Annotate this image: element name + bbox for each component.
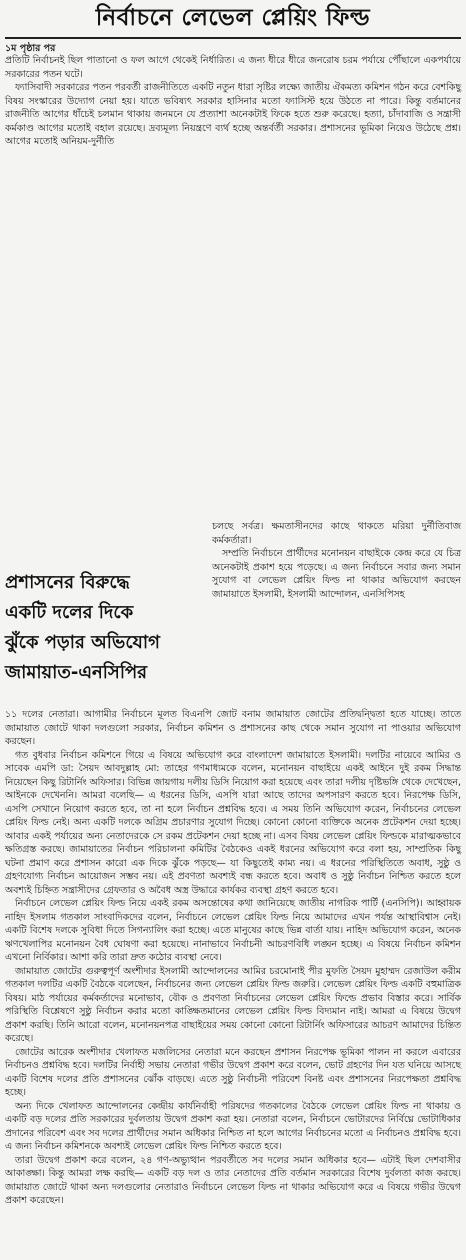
paragraph: ১১ দলের নেতারা। আগামীর নির্বাচনে মূলত বিএনপি জোট বনাম জামায়াত জোটের প্রতিদ্বন্দ্বিতা হতে যাচ্ছে। তাতে জামায়াত জোটে থাকা দলগুলো সরকার, নির্বাচন কমিশন ও প্রশাসনের কাছ থেকে সমান সুযোগ না পাওয়ার অভিযোগ করছেন। bbox=[5, 709, 461, 747]
pull-quote bbox=[5, 568, 203, 688]
pull-quote-line: প্রশাসনের বিরুদ্ধে bbox=[5, 572, 130, 593]
paragraph: অন্য দিকে খেলাফত আন্দোলনের কেন্দ্রীয় কার্যনির্বাহী পরিষদের গতকালের বৈঠকে লেভেল প্লেয়িং ফিল্ড না থাকায় ও একটি বড় দলের প্রতি সরকারের দুর্বলতায় উদ্বেগ প্রকাশ করা হয়। নেতারা বলেন, নির্বাচনে ভোটারদের নির্বিঘ্নে ভোটাধিকার প্রদানের পরিবেশ এবং সব দলের প্রার্থীদের সমান অধিকার নিশ্চিত না হলে আগের নির্বাচনের মতো এ নির্বাচনও প্রশ্নবিদ্ধ হবে। এ জন্য নির্বাচন কমিশনকে অবশ্যই লেভেল প্লেয়িং ফিল্ড নিশ্চিত করতে হবে। bbox=[5, 1100, 461, 1152]
paragraph: জামায়াত জোটের গুরুত্বপূর্ণ অংশীদার ইসলামী আন্দোলনের আমির চরমোনাই পীর মুফতি সৈয়দ মুহাম্মদ রেজাউল করীম গতকাল দলটির একটি বৈঠকে বলেছেন, নির্বাচনের জন্য লেভেল প্লেয়িং ফিল্ড জরুরি। লেভেল প্লেয়িং ফিল্ড একটি বহুমাত্রিক বিষয়। মাঠ পর্যায়ের কর্মকর্তাদের মনোভাব, বৌক ও প্রবণতা নির্বাচনের লেভেল প্লেয়িং ফিল্ডে প্রভাব বিস্তার করে। সার্বিক পরিস্থিতি বিশ্লেষণে সুষ্ঠু নির্বাচন করার মতো কাঙ্ক্ষিতমানের লেভেল প্লেয়িং ফিল্ড বিদ্যমান নাই। আমরা এ বিষয়ে উদ্বেগ প্রকাশ করছি। তিনি আরো বলেন, মনোনয়নপত্র বাছাইয়ের সময় কোনো কোনো রিটার্নিং অফিসারের আচরণ আমাদের চিন্তিত করেছে। bbox=[5, 965, 461, 1044]
headline: নির্বাচনে লেভেল প্লেয়িং ফিল্ড bbox=[95, 5, 371, 31]
bottom-fade bbox=[0, 1248, 466, 1260]
paragraph: সম্প্রতি নির্বাচনে প্রার্থীদের মনোনয়ন বাছাইকে কেন্দ্র করে যে চিত্র অনেকটাই প্রকাশ হয়ে পড়েছে। এ জন্য নির্বাচনে সবার জন্য সমান সুযোগ বা লেভেল প্লেয়িং ফিল্ড না থাকার অভিযোগ করছেন জামায়াতে ইসলামী, ইসলামী আন্দোলন, এনসিপিসহ bbox=[212, 548, 461, 600]
pull-quote-line: একটি দলের দিকে bbox=[5, 602, 134, 623]
paragraph: ফ্যাসিবাদী সরকারের পতন পরবর্তী রাজনীতিতে একটি নতুন ধারা সৃষ্টির লক্ষ্যে জাতীয় ঐকমত্য কমিশন গঠন করে বেশকিছু বিষয় সংস্কারের উদ্যোগ নেয়া হয়। যাতে ভবিষ্যৎ সরকার হাসিনার মতো ফ্যাসিস্ট হয়ে উঠতে না পারে। কিন্তু বর্তমানের রাজনীতি আগের ধাঁচেই চলমান থাকায় জনমনে যে প্রত্যাশা অনেকটাই ফিকে হতে শুরু করেছে। হত্যা, চাঁদাবাজি ও সন্ত্রাসী কর্মকাণ্ড আগের মতোই বহাল রয়েছে। দ্রব্যমূল্য নিয়ন্ত্রণে ব্যর্থ হচ্ছে অন্তর্বর্তী সরকার। প্রশাসনের ভূমিকা নিয়েও উঠেছে প্রশ্ন। আগের মতোই অনিয়ম-দুর্নীতি bbox=[5, 82, 461, 147]
paragraph: জোটের আরেক অংশীদার খেলাফত মজলিসের নেতারা মনে করছেন প্রশাসন নিরপেক্ষ ভূমিকা পালন না করলে এবারের নির্বাচনও প্রশ্নবিদ্ধ হবে। দলটির নির্বাহী সভায় নেতারা গভীর উদ্বেগ প্রকাশ করে বলেন, ভোট গ্রহণের দিন যত ঘনিয়ে আসছে একটি বিশেষ দলের প্রতি প্রশাসনের ঝোঁক বাড়ছে। এতে সুষ্ঠু নির্বাচনী পরিবেশ বিনষ্ট এবং প্রশাসনের নিরপেক্ষতা প্রশ্নবিদ্ধ হচ্ছে। bbox=[5, 1046, 461, 1098]
continued-from-label: ১ম পৃষ্ঠার পর bbox=[5, 43, 56, 54]
paragraph: প্রতিটি নির্বাচনই ছিল পাতানো ও ফল আগে থেকেই নির্ধারিত। এ জন্য ধীরে ধীরে জনরোষ চরম পর্যায়ে পৌঁছালে একপর্যায়ে সরকারের পতন ঘটে। bbox=[5, 55, 461, 80]
paragraph: নির্বাচনে লেভেল প্লেয়িং ফিল্ড নিয়ে একই রকম অসন্তোষের কথা জানিয়েছে জাতীয় নাগরিক পার্টি (এনসিপি)। আহ্বায়ক নাহিদ ইসলাম গতকাল সাংবাদিকদের বলেন, নির্বাচনে লেভেল প্লেয়িং ফিল্ড নিয়ে আমাদের এখন পর্যন্ত আস্থাবিশ্বাস নেই। একটি বিশেষ দলকে সুবিধা দিতে সিগন্যালিং করা হচ্ছে। এতে মানুষের কাছে ভিন্ন বার্তা যায়। নাহিদ অভিযোগ করেন, অনেক ঋণখেলাপির মনোনয়ন বৈধ ঘোষণা করা হয়েছে। নানাভাবে নির্বাচনী আচরণবিধি লঙ্ঘন হচ্ছে। এ বিষয়ে নির্বাচন কমিশন এখনো নির্বিকার। আশা করি তারা দ্রুত কঠোর ব্যবস্থা নেবে। bbox=[5, 898, 461, 963]
intro-text bbox=[5, 54, 461, 149]
paragraph: গত বুধবার নির্বাচন কমিশনে গিয়ে এ বিষয়ে অভিযোগ করে বাংলাদেশ জামায়াতে ইসলামী। দলটির নায়েবে আমির ও সাবেক এমপি ডা: সৈয়দ আবদুল্লাহ মো: তাহের গণমাধ্যমকে বলেন, মনোনয়ন বাছাইয়ে একই আইনে দুই রকম সিদ্ধান্ত নিয়েছেন কিছু রিটার্নিং অফিসার। বিভিন্ন জায়গায় দলীয় ডিসি নিয়োগ করা হয়েছে এবং তারা দলীয় দৃষ্টিভঙ্গি থেকে দেখেছেন, আইনকে দেখেননি। আমরা বলেছি— এ ধরনের ডিসি, এসপি যারা আছে তাদের অপসারণ করতে হবে। নিরপেক্ষ ডিসি, এসপি সেখানে নিয়োগ করতে হবে, তা না হলে নির্বাচন প্রশ্নবিদ্ধ হবে। এ সময় তিনি অভিযোগ করেন, নির্বাচনের লেভেল প্লেয়িং ফিল্ড নেই। অন্য একটি দলকে অগ্রিম প্রচারণার সুযোগ দিচ্ছে। কোনো কোনো ব্যক্তিকে অনেক প্রটেকশন দেয়া হচ্ছে। আবার একই পর্যায়ের অন্য নেতাদেরকে সে রকম প্রটেকশন দেয়া হচ্ছে না। এসব বিষয় লেভেল প্লেয়িং ফিল্ডকে মারাত্মকভাবে ক্ষতিগ্রস্ত করছে। জামায়াতের নির্বাচন পরিচালনা কমিটির বৈঠকেও একই ধরনের অভিযোগ করে বলা হয়, সাম্প্রতিক কিছু ঘটনা প্রমাণ করে প্রশাসন কারো এক দিকে ঝুঁকে পড়ছে— যা কিছুতেই কাম্য নয়। এ ধরনের পরিস্থিতিতে অবাধ, সুষ্ঠু ও গ্রহণযোগ্য নির্বাচন আয়োজন সম্ভব নয়। এই প্রবণতা অবশ্যই বন্ধ করতে হবে। অবাধ ও সুষ্ঠু নির্বাচন নিশ্চিত করতে হলে অবশ্যই চিহ্নিত সন্ত্রাসীদের গ্রেফতার ও অবৈধ অস্ত্র উদ্ধারে কার্যকর ব্যবস্থা গ্রহণ করতে হবে। bbox=[5, 749, 461, 896]
body-text bbox=[5, 708, 461, 1208]
side-column-text bbox=[212, 520, 461, 601]
headline-rule bbox=[5, 37, 461, 39]
pull-quote-line: ঝুঁকে পড়ার অভিযোগ bbox=[5, 632, 160, 653]
paragraph: চলছে সর্বত্র। ক্ষমতাসীনদের কাছে থাকতে মরিয়া দুর্নীতিবাজ কর্মকর্তারা। bbox=[212, 521, 461, 546]
paragraph: তারা উদ্বেগ প্রকাশ করে বলেন, ২৪ গণ-অভ্যুত্থান পরবর্তীতে সব দলের সমান অধিকার হবে— এটাই ছিল দেশবাসীর আকাঙ্ক্ষা। কিন্তু আমরা লক্ষ করছি— একটি বড় দল ও তার নেতাদের প্রতি বর্তমান সরকারের বিশেষ দুর্বলতা কাজ করছে। জামায়াত জোটে থাকা অন্য দলগুলোর নেতারাও নির্বাচনে লেভেল ফিল্ড না থাকার অভিযোগ করে এ বিষয়ে গভীর উদ্বেগ প্রকাশ করেছেন। bbox=[5, 1154, 461, 1206]
pull-quote-line: জামায়াত-এনসিপির bbox=[5, 662, 148, 683]
